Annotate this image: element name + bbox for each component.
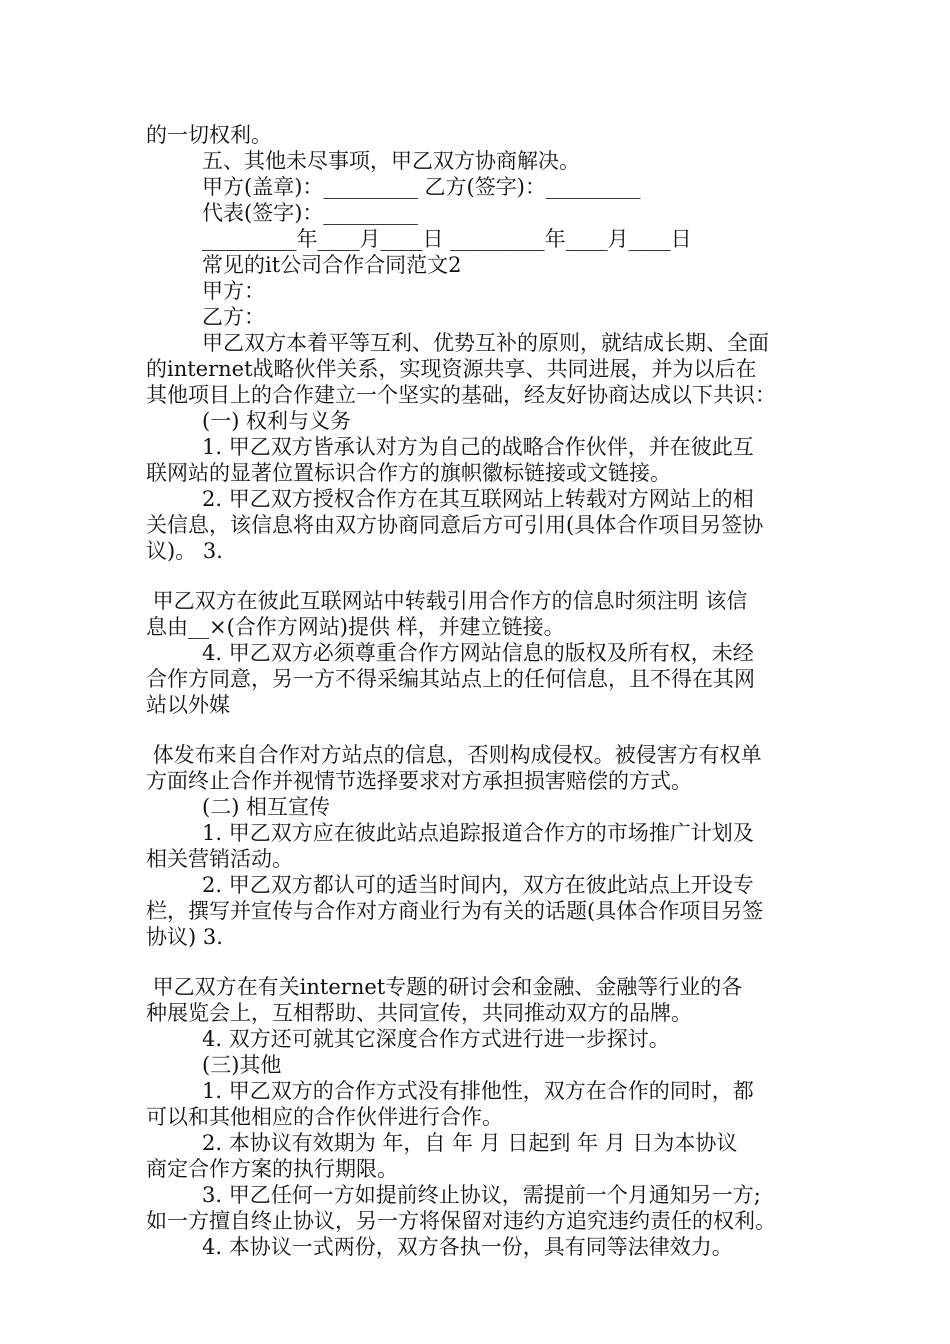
clause-heading: (三)其他 (202, 1053, 282, 1077)
text-line: 合作方同意，另一方不得采编其站点上的任何信息，且不得在其网 (146, 667, 755, 691)
text-line: 4. 甲乙双方必须尊重合作方网站信息的版权及所有权，未经 (202, 641, 754, 665)
text-line: 相关营销活动。 (146, 847, 293, 871)
party-b-line: 乙方： (202, 305, 265, 329)
text-line: 2. 本协议有效期为 年，自 年 月 日起到 年 月 日为本协议 (202, 1131, 738, 1155)
text-line: 1. 甲乙双方皆承认对方为自己的战略合作伙伴，并在彼此互 (202, 435, 754, 459)
text-line: 1. 甲乙双方的合作方式没有排他性，双方在合作的同时，都 (202, 1079, 754, 1103)
text-line: 甲乙双方本着平等互利、优势互补的原则，就结成长期、全面 (202, 331, 769, 355)
text-line: 甲乙双方在有关internet专题的研讨会和金融、金融等行业的各 (146, 975, 743, 999)
text-line: 可以和其他相应的合作伙伴进行合作。 (146, 1105, 503, 1129)
text-line: 的internet战略伙伴关系，实现资源共享、共同进展，并为以后在 (146, 357, 757, 381)
text-line: 关信息，该信息将由双方协商同意后方可引用(具体合作项目另签协 (146, 513, 764, 537)
text-line: 协议) 3. (146, 925, 223, 949)
text-line: 1. 甲乙双方应在彼此站点追踪报道合作方的市场推广计划及 (202, 821, 754, 845)
text-line: 甲乙双方在彼此互联网站中转载引用合作方的信息时须注明 该信 (146, 589, 748, 613)
date-line: _________年____月____日 _________年____月____日 (202, 227, 692, 251)
text-line: 息由__×(合作方网站)提供 样，并建立链接。 (146, 615, 565, 639)
text-line: 议)。 3. (146, 539, 223, 563)
text-line: 站以外媒 (146, 693, 230, 717)
text-line: 2. 甲乙双方都认可的适当时间内，双方在彼此站点上开设专 (202, 873, 754, 897)
section-title: 常见的it公司合作合同范文2 (202, 253, 462, 277)
text-line: 4. 本协议一式两份，双方各执一份，具有同等法律效力。 (202, 1235, 733, 1259)
party-a-line: 甲方： (202, 279, 265, 303)
text-line: 的一切权利。 (146, 123, 272, 147)
text-line: 联网站的显著位置标识合作方的旗帜徽标链接或文链接。 (146, 461, 671, 485)
text-line: 栏，撰写并宣传与合作对方商业行为有关的话题(具体合作项目另签 (146, 899, 764, 923)
text-line: 种展览会上，互相帮助、共同宣传，共同推动双方的品牌。 (146, 1001, 692, 1025)
text-line: 体发布来自合作对方站点的信息，否则构成侵权。被侵害方有权单 (146, 743, 762, 767)
text-line: 2. 甲乙双方授权合作方在其互联网站上转载对方网站上的相 (202, 487, 754, 511)
text-line: 方面终止合作并视情节选择要求对方承担损害赔偿的方式。 (146, 769, 692, 793)
text-line: 其他项目上的合作建立一个坚实的基础，经友好协商达成以下共识： (146, 383, 776, 407)
text-line: 五、其他未尽事项，甲乙双方协商解决。 (202, 149, 580, 173)
text-line: 3. 甲乙任何一方如提前终止协议，需提前一个月通知另一方; (202, 1183, 761, 1207)
text-line: 商定合作方案的执行期限。 (146, 1157, 398, 1181)
clause-heading: (二) 相互宣传 (202, 795, 331, 819)
text-line: 4. 双方还可就其它深度合作方式进行进一步探讨。 (202, 1027, 670, 1051)
text-line: 如一方擅自终止协议，另一方将保留对违约方追究违约责任的权利。 (146, 1209, 776, 1233)
signature-line-representative: 代表(签字)：_________ (202, 201, 418, 225)
clause-heading: (一) 权利与义务 (202, 409, 352, 433)
signature-line-parties: 甲方(盖章)：_________ 乙方(签字)：_________ (202, 175, 641, 199)
